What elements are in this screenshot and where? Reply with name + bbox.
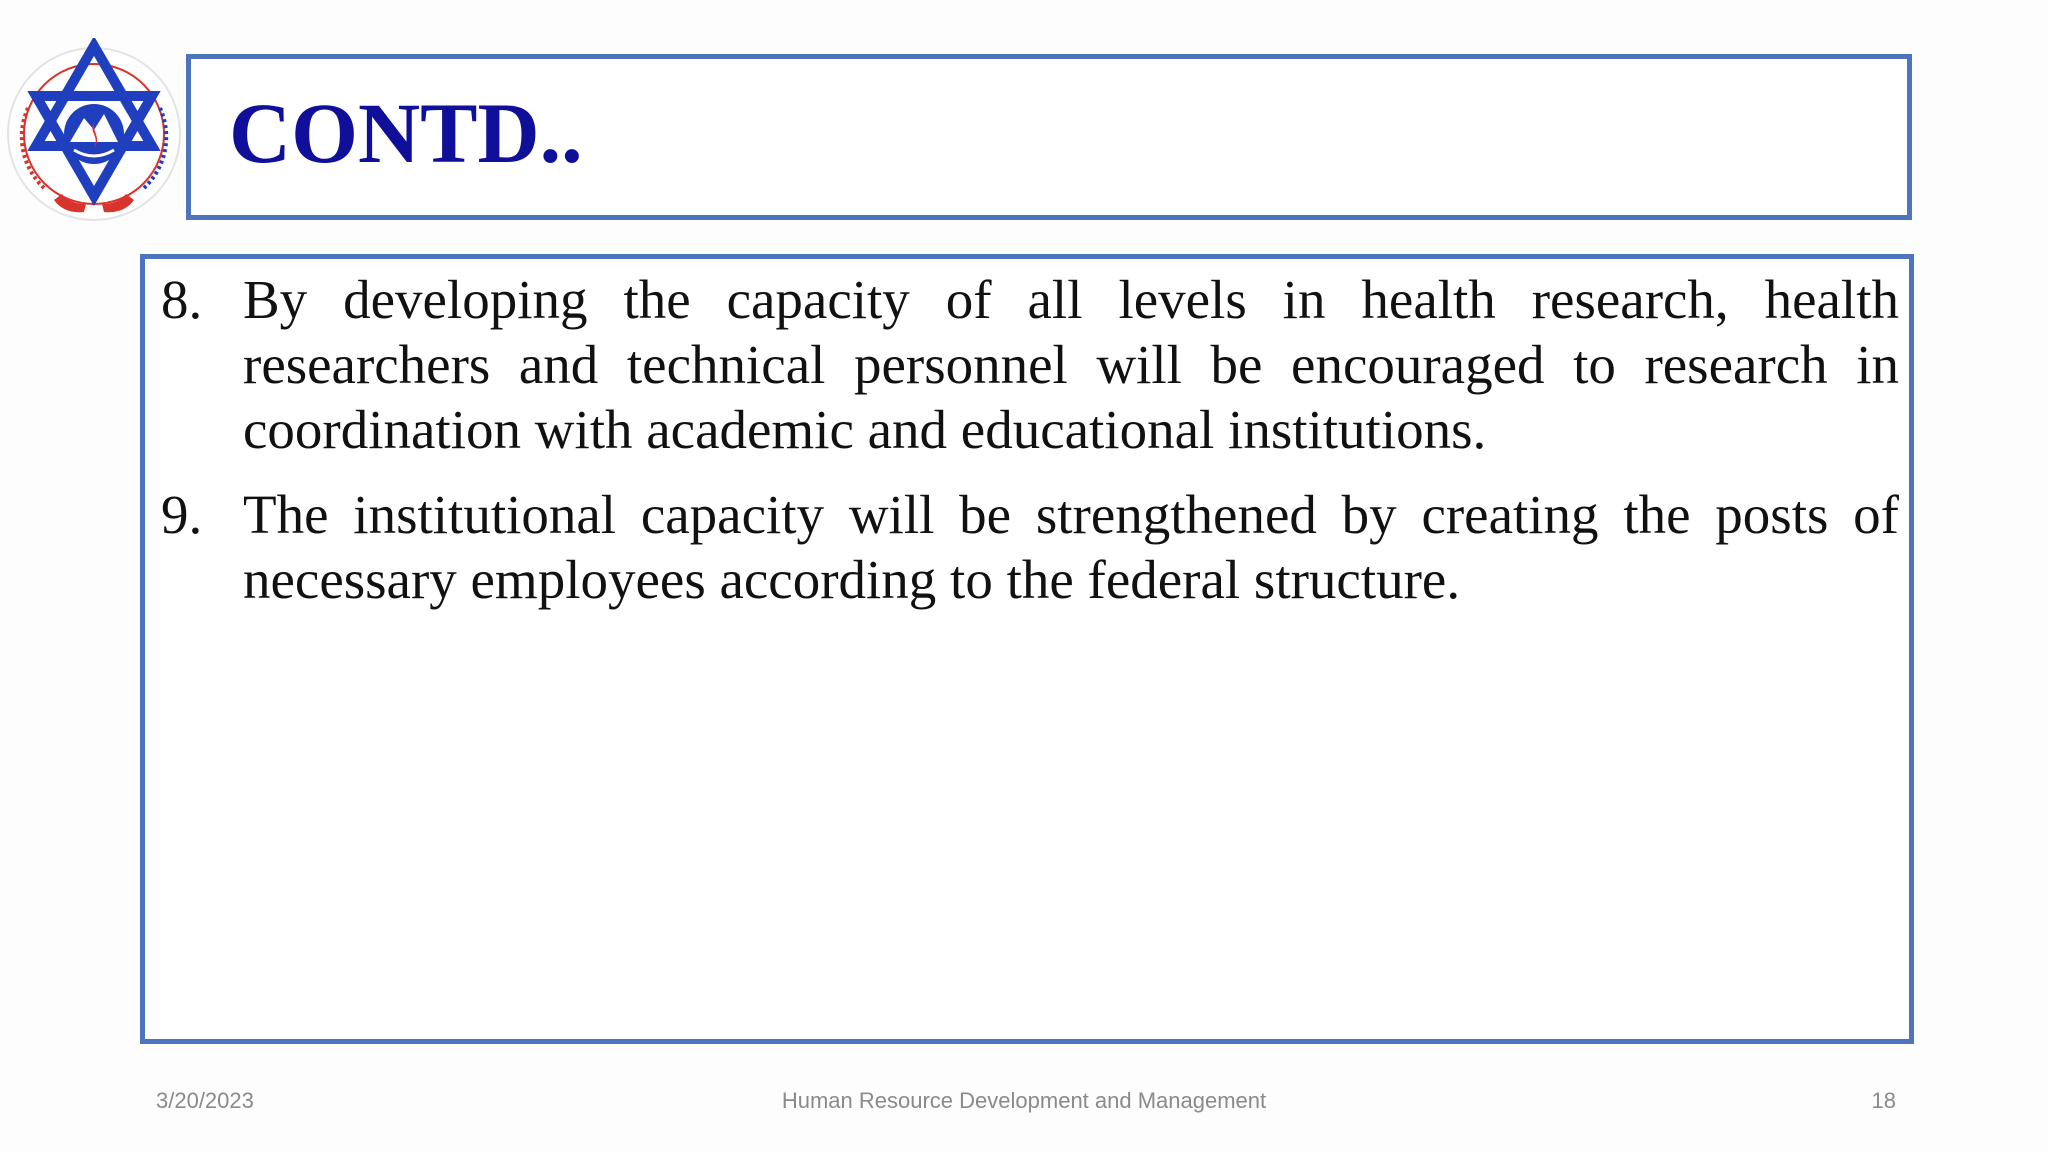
- footer-course-title: Human Resource Development and Management: [781, 1088, 1267, 1113]
- list-item: [161, 482, 1899, 612]
- list-item-text: By developing the capacity of all levels in health research, health researchers and technical personnel will be encouraged to research in coordination with academic and educational institutions.: [243, 269, 1899, 460]
- title-box: [186, 54, 1912, 220]
- footer-page-number: 18: [1871, 1088, 1896, 1113]
- bullet-list: [161, 267, 1899, 632]
- list-item-number: 9.: [161, 484, 203, 545]
- university-logo-icon: [4, 38, 184, 226]
- list-item-number: 8.: [161, 269, 203, 330]
- slide-title: CONTD..: [229, 85, 583, 181]
- list-item: [161, 267, 1899, 462]
- footer-date: 3/20/2023: [156, 1088, 254, 1113]
- list-item-text: The institutional capacity will be strengthened by creating the posts of necessary employees according to the federal structure.: [243, 484, 1899, 610]
- content-box: [140, 254, 1914, 1044]
